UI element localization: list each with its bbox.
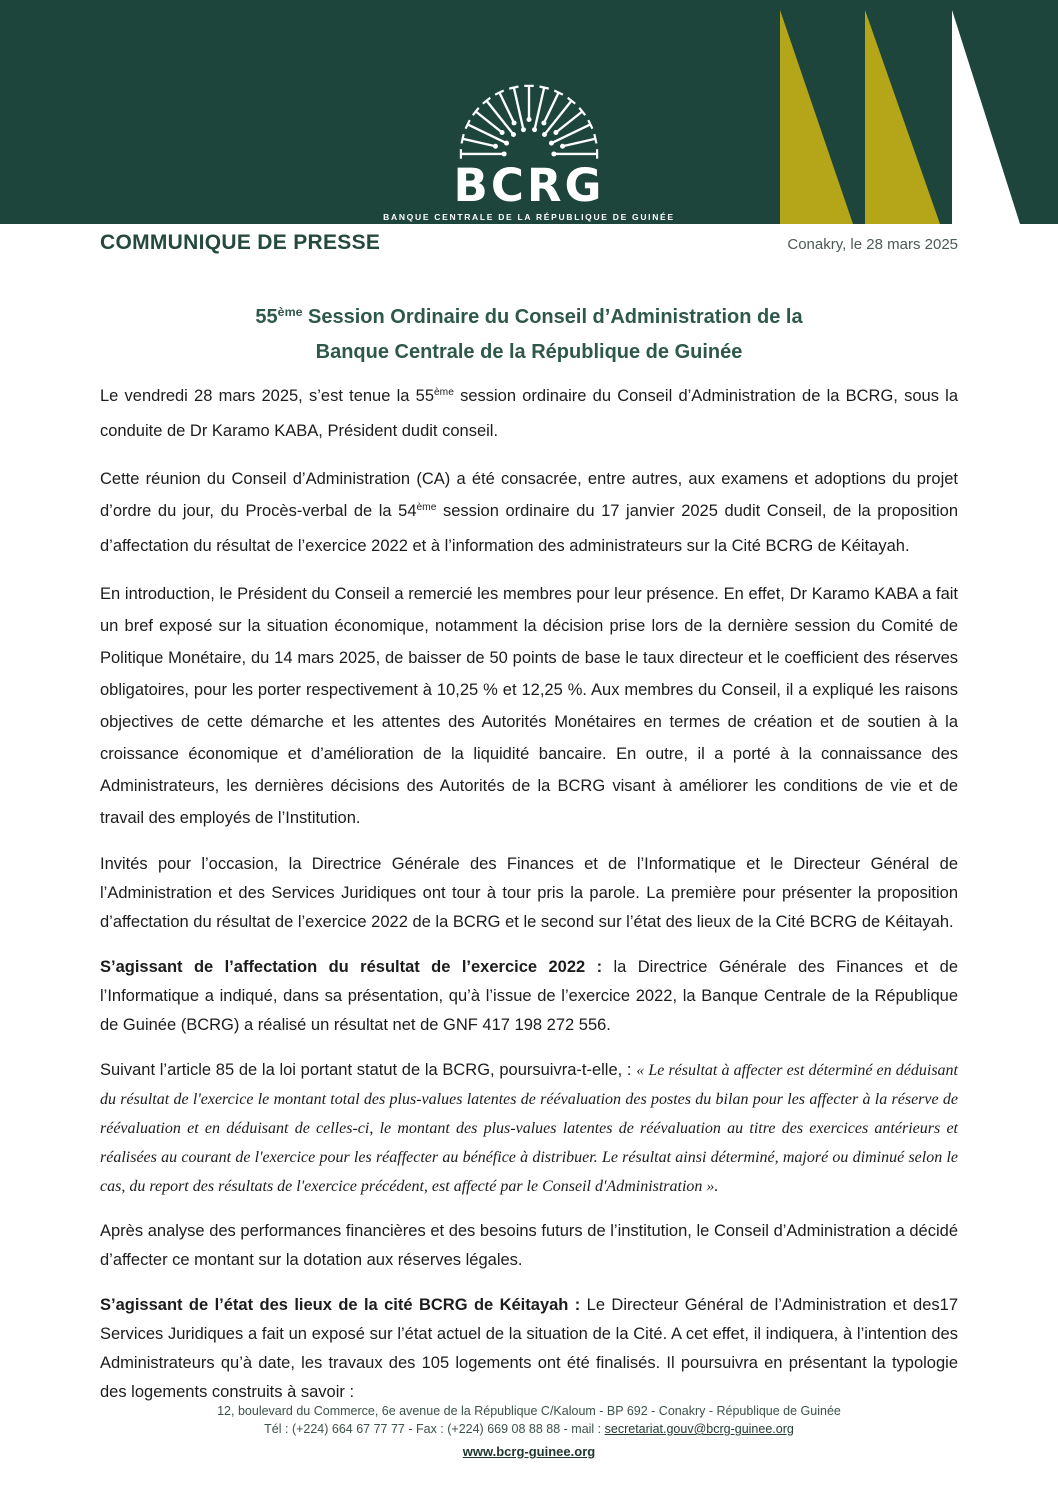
document-title (100, 301, 958, 369)
paragraph-keitayah-text: S’agissant de l’état des lieux de la cité BCRG de Kéitayah : Le Directeur Général de l’Administration et des Services Juridiques a fait un exposé sur l’état actuel de la situation de la Cité. A cet effet, il indiquera, à l’intention des Administrateurs qu’à date, les travaux des 105 logements ont été finalisés. Il poursuivra en présentant la typologie des logements construits à savoir : (100, 1296, 958, 1401)
paragraph-article-85-quote: Suivant l’article 85 de la loi portant statut de la BCRG, poursuivra-t-elle, : « Le résultat à affecter est déterminé en déduisant du résultat de l'exercice le montant total des plus-values latentes de réévaluation des postes du bilan pour les affecter à la réserve de réévaluation et en déduisant de celles-ci, le montant des plus-values latentes de réévaluation au titre des exercices antérieurs et réalisées au courant de l'exercice pour les réaffecter au bénéfice à distribuer. Le résultat ainsi déterminé, majoré ou diminué selon le cas, du report des résultats de l'exercice précédent, est affecté par le Conseil d'Administration ». (100, 1061, 958, 1195)
logo-caption: BANQUE CENTRALE DE LA RÉPUBLIQUE DE GUINÉE (383, 212, 675, 222)
paragraph-introduction: En introduction, le Président du Conseil a remercié les membres pour leur présence. En effet, Dr Karamo KABA a fait un bref exposé sur la situation économique, notamment la décision prise lors de la dernière session du Comité de Politique Monétaire, du 14 mars 2025, de baisser de 50 points de base le taux directeur et le coefficient des réserves obligatoires, pour les porter respectivement à 10,25 % et 12,25 %. Aux membres du Conseil, il a expliqué les raisons objectives de cette démarche et les attentes des Autorités Monétaires en termes de création et de soutien à la croissance économique et d’amélioration de la liquidité bancaire. En outre, il a porté à la connaissance des Administrateurs, les dernières décisions des Autorités de la BCRG visant à améliorer les conditions de vie et de travail des employés de l’Institution. (100, 585, 958, 827)
body-content (100, 380, 958, 1407)
paragraph-session-held: Le vendredi 28 mars 2025, s’est tenue la 55ème session ordinaire du Conseil d’Administration de la BCRG, sous la conduite de Dr Karamo KABA, Président dudit conseil. (100, 387, 958, 440)
date-line: Conakry, le 28 mars 2025 (787, 236, 958, 253)
document-title-line2: Banque Centrale de la République de Guinée (315, 341, 743, 363)
bcrg-fan-icon (427, 80, 631, 162)
footer (0, 1402, 1058, 1461)
footer-address: 12, boulevard du Commerce, 6e avenue de la République C/Kaloum - BP 692 - Conakry - République de Guinée (217, 1404, 841, 1418)
email-link[interactable]: secretariat.gouv@bcrg-guinee.org (604, 1422, 794, 1436)
paragraph-reserves-legales: Après analyse des performances financières et des besoins futurs de l’institution, le Conseil d’Administration a décidé d’affecter ce montant sur la dotation aux réserves légales. (100, 1222, 958, 1269)
banner (0, 0, 1058, 224)
logo-acronym: BCRG (453, 159, 605, 212)
document-title-line1: 55ème Session Ordinaire du Conseil d’Administration de la (255, 305, 803, 328)
website-line (0, 1443, 1058, 1461)
header-row (100, 231, 958, 255)
page-number: 17 (939, 1296, 958, 1314)
paragraph-result-2022: S’agissant de l’affectation du résultat de l’exercice 2022 : la Directrice Générale des Finances et de l’Informatique a indiqué, dans sa présentation, qu’à l’issue de l’exercice 2022, la Banque Centrale de la République de Guinée (BCRG) a réalisé un résultat net de GNF 417 198 272 556. (100, 958, 958, 1034)
paragraph-agenda: Cette réunion du Conseil d’Administration (CA) a été consacrée, entre autres, aux examens et adoptions du projet d’ordre du jour, du Procès-verbal de la 54ème session ordinaire du 17 janvier 2025 dudit Conseil, de la proposition d’affectation du résultat de l’exercice 2022 et à l’information des administrateurs sur la Cité BCRG de Kéitayah. (100, 470, 958, 555)
press-release-label: COMMUNIQUE DE PRESSE (100, 231, 381, 254)
website-link[interactable]: www.bcrg-guinee.org (462, 1444, 596, 1459)
bcrg-logo (0, 80, 1058, 222)
paragraph-keitayah-status (100, 1291, 958, 1407)
footer-contact-line (0, 1420, 1058, 1438)
paragraph-invitees: Invités pour l’occasion, la Directrice Générale des Finances et de l’Informatique et le Directeur Général de l’Administration et des Services Juridiques ont tour à tour pris la parole. La première pour présenter la proposition d’affectation du résultat de l’exercice 2022 de la BCRG et le second sur l’état des lieux de la Cité BCRG de Kéitayah. (100, 855, 958, 931)
footer-tel-fax: Tél : (+224) 664 67 77 77 - Fax : (+224) 669 08 88 88 - mail : (264, 1422, 605, 1436)
